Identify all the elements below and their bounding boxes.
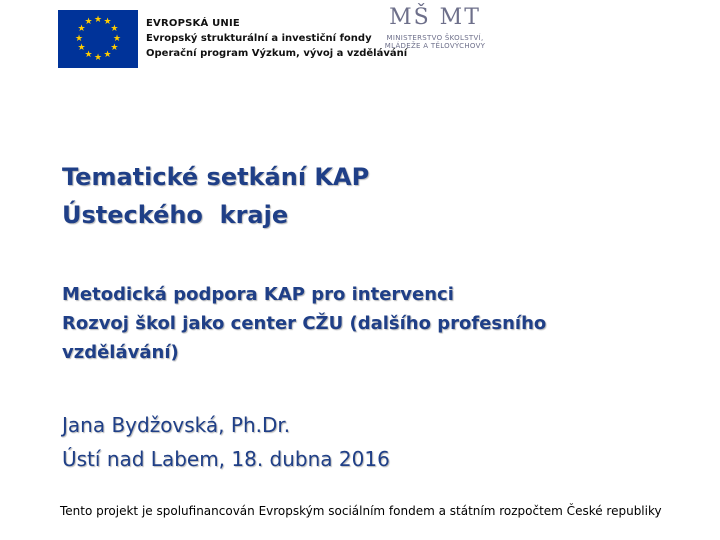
slide-subtitle — [62, 280, 682, 367]
title-line1: Tematické setkání KAP — [62, 163, 370, 191]
eu-logo — [58, 10, 407, 68]
place-date: Ústí nad Labem, 18. dubna 2016 — [62, 447, 390, 471]
msmt-logo-line1: MINISTERSTVO ŠKOLSTVÍ, — [386, 34, 484, 42]
eu-star-icon: ★ — [84, 49, 93, 60]
eu-star-icon: ★ — [110, 43, 119, 53]
author-name: Jana Bydžovská, Ph.Dr. — [62, 413, 291, 437]
eu-logo-line2: Evropský strukturální a investiční fondy — [146, 33, 372, 44]
eu-star-icon: ★ — [93, 52, 103, 63]
subtitle-line2: Rozvoj škol jako center CŽU (dalšího profesního — [62, 313, 547, 334]
eu-star-icon: ★ — [112, 33, 122, 44]
title-line2: Ústeckého kraje — [62, 201, 289, 229]
subtitle-line3: vzdělávání) — [62, 342, 179, 363]
msmt-logo — [380, 5, 490, 50]
author-block — [62, 408, 682, 476]
eu-star-icon: ★ — [74, 33, 84, 44]
eu-star-icon: ★ — [77, 43, 86, 53]
eu-star-icon: ★ — [110, 24, 119, 34]
footer-note: Tento projekt je spolufinancován Evropským sociálním fondem a státním rozpočtem České republiky — [60, 504, 662, 518]
msmt-logo-text — [380, 34, 490, 50]
msmt-logo-line2: MLÁDEŽE A TĚLOVÝCHOVY — [384, 42, 486, 50]
slide-title — [62, 158, 682, 234]
eu-star-icon: ★ — [103, 17, 112, 28]
eu-logo-line3: Operační program Výzkum, vývoj a vzdělávání — [146, 48, 408, 59]
eu-logo-line1: EVROPSKÁ UNIE — [146, 18, 240, 29]
subtitle-line1: Metodická podpora KAP pro intervenci — [62, 284, 454, 305]
eu-flag-icon — [58, 10, 138, 68]
msmt-mark: MŠ MT — [389, 5, 481, 30]
eu-star-icon: ★ — [84, 17, 93, 28]
eu-star-icon: ★ — [77, 24, 86, 34]
eu-logo-text — [146, 16, 407, 61]
eu-star-icon: ★ — [103, 49, 112, 60]
eu-star-icon: ★ — [93, 14, 103, 25]
